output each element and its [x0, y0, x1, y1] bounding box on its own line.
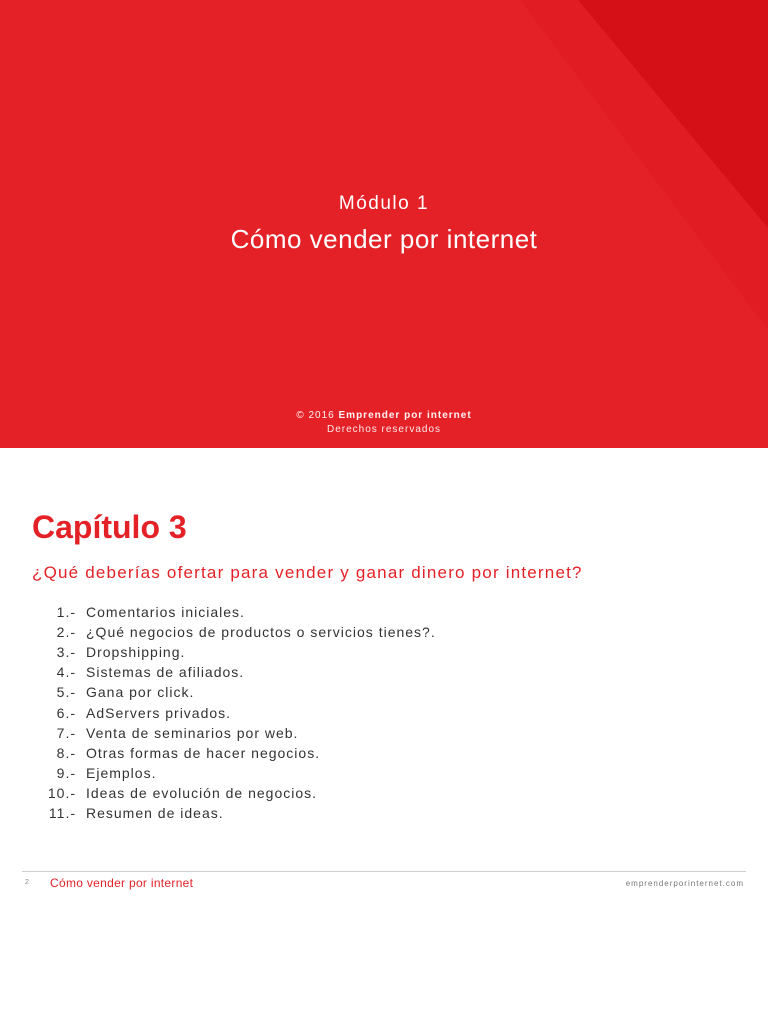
toc-item-number: 7.-	[56, 724, 76, 741]
footer-website: emprenderporinternet.com	[625, 879, 744, 888]
toc-item-number: 1.-	[56, 604, 76, 621]
rights-reserved: Derechos reservados	[326, 424, 442, 435]
toc-item-number: 10.-	[47, 784, 76, 801]
toc-item	[32, 602, 436, 622]
toc-item	[32, 763, 436, 783]
module-label: Módulo 1	[338, 193, 430, 214]
cover-banner	[0, 0, 768, 448]
toc-item-number: 4.-	[56, 664, 76, 681]
toc-item-number: 11.-	[48, 804, 76, 821]
copyright-year: © 2016	[296, 410, 335, 421]
chapter-title: Capítulo 3	[32, 509, 187, 545]
toc-item	[32, 783, 436, 803]
toc-item-number: 6.-	[56, 704, 76, 721]
footer-divider	[22, 871, 746, 872]
toc-item-number: 9.-	[56, 764, 76, 781]
toc-item-text: Gana por click.	[86, 684, 195, 701]
toc-item-text: Ejemplos.	[86, 764, 157, 781]
toc-item-number: 5.-	[56, 684, 76, 701]
toc-item	[32, 803, 436, 823]
toc-item	[32, 662, 436, 682]
toc-item	[32, 723, 436, 743]
toc-item-text: Dropshipping.	[86, 644, 186, 661]
toc-item-text: Sistemas de afiliados.	[86, 664, 245, 681]
toc-item-text: Resumen de ideas.	[86, 804, 224, 821]
module-title: Cómo vender por internet	[230, 224, 538, 254]
toc-item-text: ¿Qué negocios de productos o servicios tienes?.	[86, 624, 436, 641]
toc-item-text: Comentarios iniciales.	[86, 604, 245, 621]
toc-item	[32, 622, 436, 642]
toc-item-text: Venta de seminarios por web.	[86, 724, 299, 741]
toc-item-number: 3.-	[56, 644, 76, 661]
toc-item	[32, 702, 436, 722]
toc-item-number: 8.-	[56, 744, 76, 761]
toc-item-number: 2.-	[56, 624, 76, 641]
toc-item	[32, 743, 436, 763]
toc-item-text: Ideas de evolución de negocios.	[86, 784, 318, 801]
copyright-brand: Emprender por internet	[338, 410, 472, 421]
chapter-subtitle: ¿Qué deberías ofertar para vender y ganar dinero por internet?	[32, 563, 583, 582]
toc-item	[32, 682, 436, 702]
toc-item	[32, 642, 436, 662]
footer-title: Cómo vender por internet	[50, 876, 194, 890]
copyright-line	[0, 410, 768, 421]
toc-item-text: Otras formas de hacer negocios.	[86, 744, 321, 761]
page-number: 2	[25, 879, 29, 886]
table-of-contents	[32, 602, 436, 823]
toc-item-text: AdServers privados.	[86, 704, 232, 721]
